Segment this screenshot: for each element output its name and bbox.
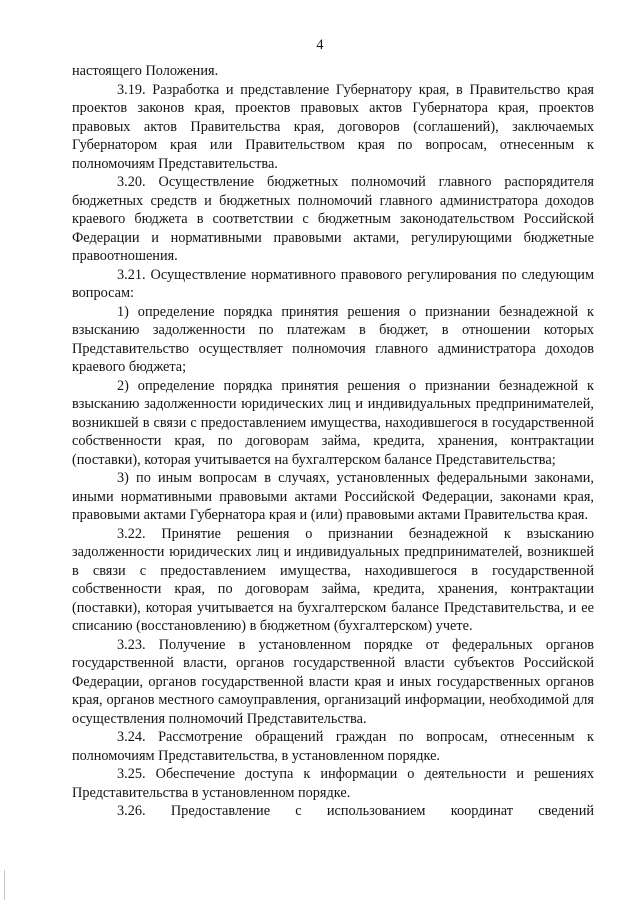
paragraph-3-25: 3.25. Обеспечение доступа к информации о деятельности и решениях Представительства в установленном порядке. xyxy=(72,766,594,801)
paragraph-3-23: 3.23. Получение в установленном порядке от федеральных органов государственной власти, органов государственной власти субъектов Российской Федерации, органов государственной власти края и иных государственных органов края, органов местного самоуправления, организаций информации, необходимой для осуществления полномочий Представительства. xyxy=(72,636,594,727)
page-number: 4 xyxy=(316,37,324,53)
paragraph-3-21: 3.21. Осуществление нормативного правового регулирования по следующим вопросам: xyxy=(72,266,594,301)
document-body xyxy=(72,62,594,821)
paragraph-3-22: 3.22. Принятие решения о признании безнадежной к взысканию задолженности юридических лиц и индивидуальных предпринимателей, возникшей в связи с предоставлением имущества, находившегося в государственной собственности края, по договорам займа, кредита, хранения, контрактации (поставки), которая учитывается на бухгалтерском балансе Представительства, и ее списанию (восстановлению) в бюджетном (бухгалтерском) учете. xyxy=(72,525,594,634)
paragraph-3-21-item-2: 2) определение порядка принятия решения о признании безнадежной к взысканию задолженности юридических лиц и индивидуальных предпринимателей, возникшей в связи с предоставлением имущества, находившегося в государственной собственности края, по договорам займа, кредита, хранения, контрактации (поставки), которая учитывается на бухгалтерском балансе Представительства; xyxy=(72,377,594,468)
paragraph-3-20: 3.20. Осуществление бюджетных полномочий главного распорядителя бюджетных средств и бюджетных полномочий главного администратора доходов краевого бюджета в соответствии с бюджетным законодательством Российской Федерации и нормативными правовыми актами, регулирующими бюджетные правоотношения. xyxy=(72,174,594,264)
paragraph-3-21-item-3: 3) по иным вопросам в случаях, установленных федеральными законами, иными нормативными правовыми актами Российской Федерации, законами края, правовыми актами Губернатора края и (или) правовыми актами Правительства края. xyxy=(72,470,594,523)
paragraph-3-24: 3.24. Рассмотрение обращений граждан по вопросам, отнесенным к полномочиям Представительства, в установленном порядке. xyxy=(72,729,594,764)
scan-edge-mark xyxy=(4,870,5,900)
paragraph-3-26: 3.26. Предоставление с использованием координат сведений xyxy=(117,803,594,819)
paragraph-continuation: настоящего Положения. xyxy=(72,63,219,79)
paragraph-3-19: 3.19. Разработка и представление Губернатору края, в Правительство края проектов законов края, проектов правовых актов Губернатора края, проектов правовых актов Правительства края, договоров (соглашений), заключаемых Губернатором края или Правительством края по вопросам, отнесенным к полномочиям Представительства. xyxy=(72,81,594,172)
paragraph-3-21-item-1: 1) определение порядка принятия решения о признании безнадежной к взысканию задолженности по платежам в бюджет, в отношении которых Представительство осуществляет полномочия главного администратора доходов краевого бюджета; xyxy=(72,303,594,375)
